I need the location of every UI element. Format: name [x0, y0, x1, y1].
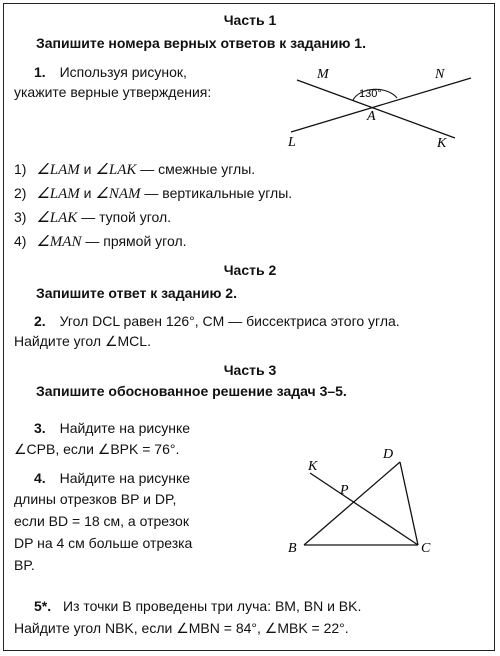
angle-ref: ∠LAM [36, 162, 80, 178]
label-k: K [308, 459, 318, 474]
part3-instruction: Запишите обоснованное решение задач 3–5. [36, 383, 347, 399]
option-rest: — прямой угол. [81, 233, 187, 249]
option-number: 3) [14, 209, 27, 225]
option-rest: — смежные углы. [136, 161, 256, 177]
angle-ref: ∠LAM [36, 186, 80, 202]
task1-figure [285, 64, 485, 154]
option-4 [14, 232, 187, 251]
task5-text1: Из точки B проведены три луча: BM, BN и BK. [63, 598, 362, 614]
angle-label: 130° [359, 88, 382, 100]
angle-ref: ∠MAN [36, 234, 82, 250]
option-rest: — тупой угол. [77, 209, 172, 225]
option-number: 4) [14, 233, 27, 249]
task5-line2: Найдите угол NBK, если ∠MBN = 84°, ∠MBK = 22°. [14, 620, 349, 636]
segment-db [304, 462, 400, 545]
task4-line1 [34, 470, 190, 486]
label-d: D [383, 447, 394, 462]
label-c: C [421, 541, 431, 556]
task3-line2: ∠CPB, если ∠BPK = 76°. [14, 441, 180, 457]
angle-ref: ∠LAK [95, 162, 137, 178]
part1-heading: Часть 1 [223, 12, 277, 28]
ray-kc [310, 473, 418, 545]
task2-text1: Угол DCL равен 126°, CM — биссектриса этого угла. [59, 313, 400, 329]
label-b: B [288, 541, 297, 556]
option-number: 1) [14, 161, 27, 177]
part2-heading: Часть 2 [223, 262, 277, 278]
task3-text1: Найдите на рисунке [59, 420, 191, 436]
option-1 [14, 160, 255, 179]
task3-line1 [34, 420, 190, 436]
part3-heading: Часть 3 [223, 362, 277, 378]
task1-text1: Используя рисунок, [59, 64, 187, 80]
line-nl [291, 78, 471, 132]
option-3 [14, 208, 171, 227]
task4-number: 4. [34, 470, 46, 486]
task1-number: 1. [34, 64, 46, 80]
task2-line1 [34, 313, 400, 329]
task3-figure [280, 440, 450, 560]
task4-line4: DP на 4 см больше отрезка [14, 535, 193, 551]
task1-line1 [34, 64, 187, 80]
option-rest: — вертикальные углы. [140, 185, 293, 201]
segment-dc [400, 462, 418, 545]
part1-instruction: Запишите номера верных ответов к заданию 1. [36, 35, 366, 51]
task4-line5: BP. [14, 557, 35, 573]
task2-number: 2. [34, 313, 46, 329]
option-conj: и [79, 161, 96, 177]
part2-instruction: Запишите ответ к заданию 2. [36, 285, 237, 301]
task5-number: 5*. [34, 598, 52, 614]
task4-line3: если BD = 18 см, а отрезок [14, 513, 189, 529]
angle-ref: ∠LAK [36, 210, 78, 226]
task4-text1: Найдите на рисунке [59, 470, 191, 486]
label-m: M [317, 67, 329, 82]
angle-ref: ∠NAM [95, 186, 141, 202]
label-a: A [367, 109, 376, 124]
task2-line2: Найдите угол ∠MCL. [14, 333, 151, 349]
label-p: P [340, 483, 349, 498]
task3-number: 3. [34, 420, 46, 436]
option-number: 2) [14, 185, 27, 201]
label-k: K [437, 136, 447, 151]
option-2 [14, 184, 292, 203]
option-conj: и [79, 185, 96, 201]
task1-line2: укажите верные утверждения: [14, 84, 212, 100]
label-l: L [288, 135, 296, 150]
task5-line1 [34, 598, 361, 614]
task4-line2: длины отрезков BP и DP, [14, 491, 177, 507]
label-n: N [435, 67, 445, 82]
